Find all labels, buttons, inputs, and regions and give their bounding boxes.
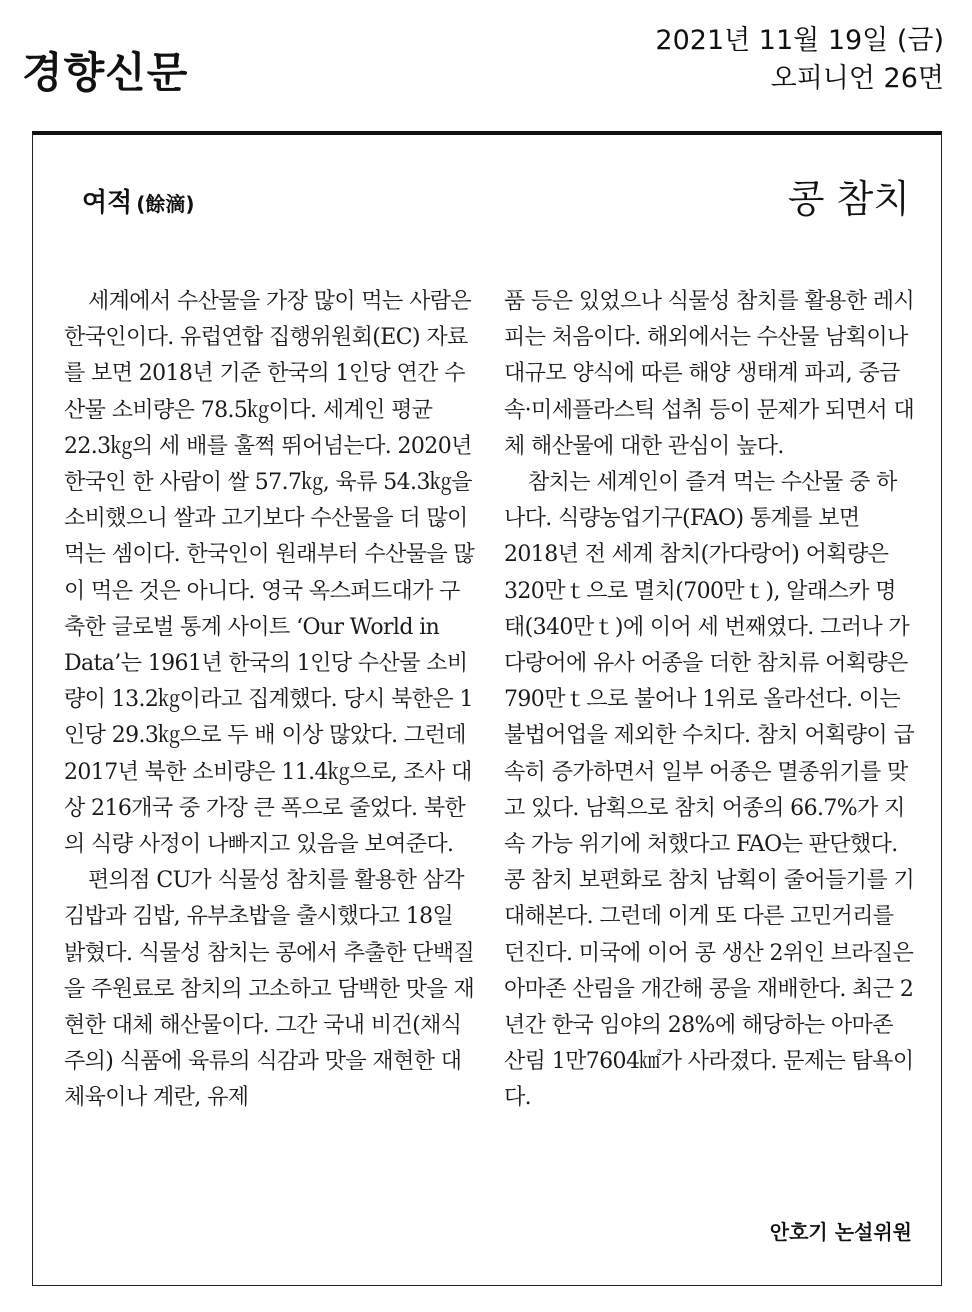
newspaper-masthead: 경향신문	[22, 48, 189, 97]
publication-date: 2021년 11월 19일 (금)	[655, 25, 944, 56]
publication-info	[655, 22, 944, 98]
body-paragraph-continued: 품 등은 있었으나 식물성 참치를 활용한 레시피는 처음이다. 해외에서는 수산물 남획이나 대규모 양식에 따른 해양 생태계 파괴, 중금속·미세플라스틱 섭취 등이 문제가 되면서 대체 해산물에 대한 관심이 높다.	[504, 289, 915, 459]
column-name-korean: 여적	[82, 188, 133, 218]
body-paragraph: 편의점 CU가 식물성 참치를 활용한 삼각김밥과 김밥, 유부초밥을 출시했다고 18일 밝혔다. 식물성 참치는 콩에서 추출한 단백질을 주원료로 참치의 고소하고 담백한 맛을 재현한 대체 해산물이다. 그간 국내 비건(채식주의) 식품에 육류의 식감과 맛을 재현한 대체육이나 계란, 유제	[64, 868, 475, 1111]
author-byline: 안호기 논설위원	[769, 1220, 912, 1244]
body-paragraph: 세계에서 수산물을 가장 많이 먹는 사람은 한국인이다. 유럽연합 집행위원회(EC) 자료를 보면 2018년 기준 한국의 1인당 연간 수산물 소비량은 78.5㎏이다. 세계인 평균 22.3㎏의 세 배를 훌쩍 뛰어넘는다. 2020년 한국인 한 사람이 쌀 57.7㎏, 육류 54.3㎏을 소비했으니 쌀과 고기보다 수산물을 더 많이 먹는 셈이다. 한국인이 원래부터 수산물을 많이 먹은 것은 아니다. 영국 옥스퍼드대가 구축한 글로벌 통계 사이트 ‘Our World in Data’는 1961년 한국의 1인당 수산물 소비량이 13.2㎏이라고 집계했다. 당시 북한은 1인당 29.3㎏으로 두 배 이상 많았다. 그런데 2017년 북한 소비량은 11.4㎏으로, 조사 대상 216개국 중 가장 큰 폭으로 줄었다. 북한의 식량 사정이 나빠지고 있음을 보여준다.	[64, 289, 475, 858]
body-paragraph: 참치는 세계인이 즐겨 먹는 수산물 중 하나다. 식량농업기구(FAO) 통계를 보면 2018년 전 세계 참치(가다랑어) 어획량은 320만ｔ으로 멸치(700만ｔ), 알래스카 명태(340만ｔ)에 이어 세 번째였다. 그러나 가다랑어에 유사 어종을 더한 참치류 어획량은 790만ｔ으로 불어나 1위로 올라선다. 이는 불법어업을 제외한 수치다. 참치 어획량이 급속히 증가하면서 일부 어종은 멸종위기를 맞고 있다. 남획으로 참치 어종의 66.7%가 지속 가능 위기에 처했다고 FAO는 판단했다. 콩 참치 보편화로 참치 남획이 줄어들기를 기대해본다. 그런데 이게 또 다른 고민거리를 던진다. 미국에 이어 콩 생산 2위인 브라질은 아마존 산림을 개간해 콩을 재배한다. 최근 2년간 한국 임야의 28%에 해당하는 아마존 산림 1만7604㎢가 사라졌다. 문제는 탐욕이다.	[504, 470, 915, 1111]
article-headline: 콩 참치	[787, 177, 910, 221]
article-column-right	[504, 284, 916, 1117]
column-name-hanja: (餘滴)	[136, 192, 195, 216]
column-name	[82, 190, 195, 216]
publication-section: 오피니언 26면	[770, 63, 944, 94]
article-column-left	[64, 284, 476, 1117]
